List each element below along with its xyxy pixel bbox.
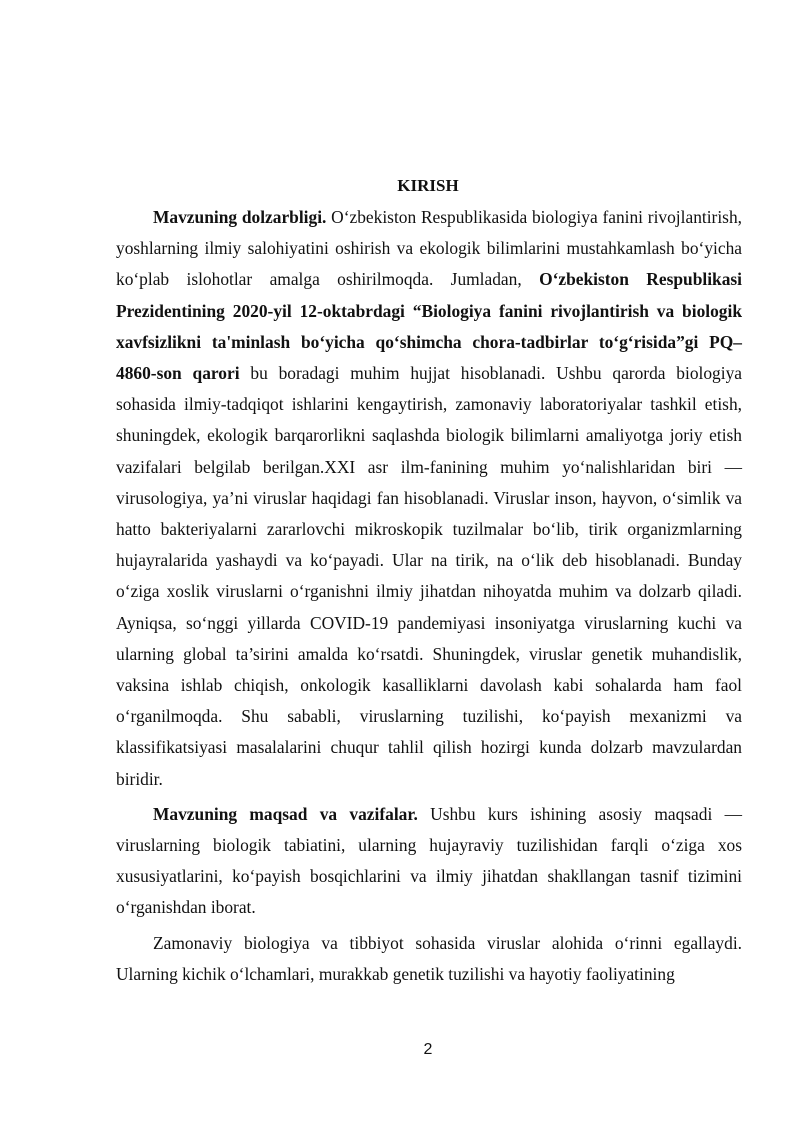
paragraph-relevance xyxy=(116,202,742,795)
paragraph-modern-biology xyxy=(116,928,742,990)
paragraph-text: Zamonaviy biologiya va tibbiyot sohasida viruslar alohida o‘rinni egallaydi. Ularning kichik o‘lchamlari, murakkab genetik tuzilishi va hayotiy faoliyatining xyxy=(116,932,742,984)
paragraph-text: bu boradagi muhim hujjat hisoblanadi. Ushbu qarorda biologiya sohasida ilmiy-tadqiqot ishlarini kengaytirish, zamonaviy laboratoriyalar tashkil etish, shuningdek, ekologik barqarorlikni saqlashda biologik bilimlarni amaliyotga joriy etish vazifalari belgilab berilgan.XXI asr ilm-fanining muhim yo‘nalishlaridan biri — virusologiya, ya’ni viruslar haqidagi fan hisoblanadi. Viruslar inson, hayvon, o‘simlik va hatto bakteriyalarni zararlovchi mikroskopik tuzilmalar bo‘lib, tirik organizmlarning hujayralarida yashaydi va ko‘payadi. Ular na tirik, na o‘lik deb hisoblanadi. Bunday o‘ziga xoslik viruslarni o‘rganishni ilmiy jihatdan nihoyatda muhim va dolzarb qiladi. Ayniqsa, so‘nggi yillarda COVID-19 pandemiyasi insoniyatga viruslarning kuchi va ularning global ta’sirini amalda ko‘rsatdi. Shuningdek, viruslar genetik muhandislik, vaksina ishlab chiqish, onkologik kasalliklarni davolash kabi sohalarda ham faol o‘rganilmoqda. Shu sababli, viruslarning tuzilishi, ko‘payish mexanizmi va klassifikatsiyasi masalalarini chuqur tahlil qilish hozirgi kunda dolzarb mavzulardan biridir. xyxy=(116,363,742,789)
paragraph-lead: Mavzuning maqsad va vazifalar. xyxy=(153,803,418,824)
paragraph-goals xyxy=(116,799,742,924)
body-text xyxy=(116,202,742,990)
decree-reference: O‘zbekiston Respublikasi Prezidentining 2020-yil 12-oktabrdagi “Biologiya fanini rivojlantirish va biologik xavfsizlikni ta'minlash bo‘yicha qo‘shimcha chora-tadbirlar to‘g‘risida”gi PQ–4860-son qarori xyxy=(116,269,742,384)
paragraph-text: O‘zbekiston Respublikasida biologiya fanini rivojlantirish, yoshlarning ilmiy salohiyatini oshirish va ekologik bilimlarini mustahkamlash bo‘yicha ko‘plab islohotlar amalga oshirilmoqda. Jumladan, xyxy=(116,207,742,290)
page-number: 2 xyxy=(423,1041,433,1058)
paragraph-lead: Mavzuning dolzarbligi. xyxy=(153,207,327,227)
paragraph-text: Ushbu kurs ishining asosiy maqsadi — viruslarning biologik tabiatini, ularning hujayraviy tuzilishidan farqli o‘ziga xos xususiyatlarini, ko‘payish bosqichlarini va ilmiy jihatdan shakllangan tasnif tizimini o‘rganishdan iborat. xyxy=(116,803,742,918)
page-title: KIRISH xyxy=(397,176,459,195)
